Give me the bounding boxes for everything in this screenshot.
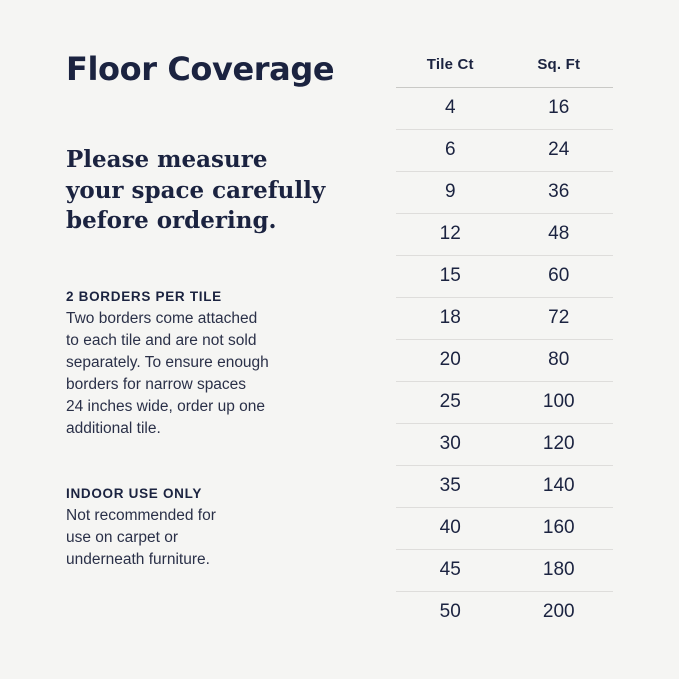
section-borders-per-tile xyxy=(66,289,328,440)
cell-sq-ft: 100 xyxy=(505,382,614,424)
page-title: Floor Coverage xyxy=(66,50,335,88)
column-header-sq-ft: Sq. Ft xyxy=(537,56,581,73)
table-row xyxy=(396,130,613,172)
section-body xyxy=(66,505,328,571)
table-row xyxy=(396,382,613,424)
section-body-line: additional tile. xyxy=(66,419,161,437)
table-row xyxy=(396,592,613,634)
table-header-row xyxy=(396,56,613,88)
measure-note-line: your space carefully xyxy=(66,176,326,204)
cell-tile-ct: 15 xyxy=(396,256,505,298)
cell-sq-ft: 160 xyxy=(505,508,614,550)
section-body-line: 24 inches wide, order up one xyxy=(66,397,266,415)
cell-sq-ft: 36 xyxy=(505,172,614,214)
table-row xyxy=(396,214,613,256)
cell-tile-ct: 50 xyxy=(439,601,461,622)
cell-tile-ct: 12 xyxy=(396,214,505,256)
cell-tile-ct: 4 xyxy=(396,88,505,130)
cell-sq-ft: 80 xyxy=(505,340,614,382)
section-body-line: to each tile and are not sold xyxy=(66,331,257,349)
table-row xyxy=(396,298,613,340)
cell-tile-ct: 6 xyxy=(396,130,505,172)
section-body-line: Not recommended for xyxy=(66,506,216,524)
table-row xyxy=(396,466,613,508)
table-row xyxy=(396,88,613,130)
cell-tile-ct: 9 xyxy=(396,172,505,214)
table-row xyxy=(396,424,613,466)
measure-note xyxy=(66,145,341,237)
cell-tile-ct: 45 xyxy=(396,550,505,592)
cell-tile-ct: 20 xyxy=(396,340,505,382)
cell-tile-ct: 18 xyxy=(396,298,505,340)
cell-tile-ct: 40 xyxy=(396,508,505,550)
section-body-line: borders for narrow spaces xyxy=(66,375,247,393)
section-body-line: separately. To ensure enough xyxy=(66,353,269,371)
cell-tile-ct: 35 xyxy=(396,466,505,508)
cell-sq-ft: 140 xyxy=(505,466,614,508)
column-header-tile-ct: Tile Ct xyxy=(426,56,474,73)
cell-tile-ct: 30 xyxy=(396,424,505,466)
section-body-line: use on carpet or xyxy=(66,528,179,546)
table-row xyxy=(396,256,613,298)
section-heading: INDOOR USE ONLY xyxy=(66,485,203,501)
cell-sq-ft: 72 xyxy=(505,298,614,340)
cell-tile-ct: 25 xyxy=(396,382,505,424)
section-body-line: underneath furniture. xyxy=(66,550,210,568)
right-column xyxy=(352,0,679,679)
section-indoor-use-only xyxy=(66,486,328,571)
cell-sq-ft: 60 xyxy=(505,256,614,298)
cell-sq-ft: 180 xyxy=(505,550,614,592)
cell-sq-ft: 120 xyxy=(505,424,614,466)
table-header xyxy=(396,56,613,88)
section-heading: 2 BORDERS PER TILE xyxy=(66,288,222,304)
cell-sq-ft: 200 xyxy=(542,601,575,622)
cell-sq-ft: 16 xyxy=(505,88,614,130)
section-body-line: Two borders come attached xyxy=(66,309,258,327)
measure-note-line: Please measure xyxy=(66,146,268,174)
measure-note-line: before ordering. xyxy=(66,207,277,235)
table-body xyxy=(396,88,613,634)
cell-sq-ft: 24 xyxy=(505,130,614,172)
table-row xyxy=(396,172,613,214)
cell-sq-ft: 48 xyxy=(505,214,614,256)
table-row xyxy=(396,340,613,382)
table-row xyxy=(396,508,613,550)
section-body xyxy=(66,308,328,440)
coverage-table xyxy=(396,56,613,633)
table-row xyxy=(396,550,613,592)
